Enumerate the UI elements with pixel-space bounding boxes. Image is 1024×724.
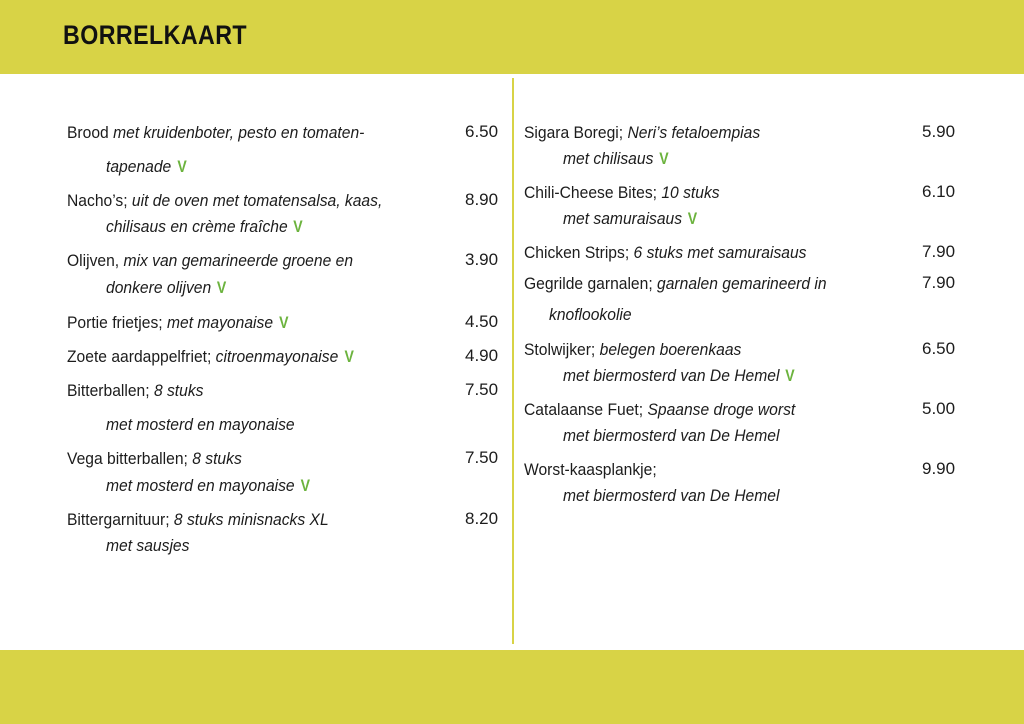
menu-item-description: met biermosterd van De Hemel <box>563 486 780 505</box>
menu-item-price: 7.90 <box>922 242 956 261</box>
menu-item-description: donkere olijven <box>106 278 212 297</box>
menu-item-name: Catalaanse Fuet; <box>524 400 644 419</box>
menu-item-line <box>524 242 831 264</box>
menu-item-line <box>106 414 311 436</box>
menu-item-line <box>524 182 737 204</box>
menu-item-name: Zoete aardappelfriet; <box>67 347 212 366</box>
menu-item-line <box>67 122 390 144</box>
menu-item-price: 7.90 <box>922 273 956 292</box>
menu-item-name: Stolwijker; <box>524 340 596 359</box>
menu-item-description: garnalen gemarineerd in <box>652 274 827 293</box>
menu-title: BORRELKAART <box>63 20 248 50</box>
vegetarian-icon: V <box>293 217 304 236</box>
menu-item-name: Chili-Cheese Bites; <box>524 183 657 202</box>
menu-item-price: 6.50 <box>922 339 956 358</box>
menu-item-name: Vega bitterballen; <box>67 449 188 468</box>
menu-item-description: Neri’s fetaloempias <box>623 123 761 142</box>
vegetarian-icon: V <box>688 209 698 228</box>
menu-item-price: 6.10 <box>922 182 956 201</box>
menu-item-description: met biermosterd van De Hemel <box>563 426 780 445</box>
menu-item-line <box>67 190 410 212</box>
menu-item-line <box>563 425 798 447</box>
menu-item-price: 5.00 <box>922 399 956 418</box>
menu-item-line <box>524 339 760 361</box>
vegetarian-icon: V <box>279 313 289 332</box>
menu-item-price: 8.20 <box>465 509 499 528</box>
menu-item-description: met sausjes <box>106 536 190 555</box>
menu-item-description: met mosterd en mayonaise <box>106 476 295 495</box>
menu-item-name: Bittergarnituur; <box>67 510 170 529</box>
menu-item-description: met kruidenboter, pesto en tomaten- <box>108 123 365 142</box>
vegetarian-icon: V <box>659 149 669 168</box>
menu-item-description: met biermosterd van De Hemel <box>563 366 780 385</box>
menu-item-name: Olijven, <box>67 251 120 270</box>
menu-item-name: Brood <box>67 123 109 142</box>
menu-item-price: 4.50 <box>465 312 499 331</box>
column-divider <box>512 78 514 644</box>
menu-item-name: Sigara Boregi; <box>524 123 624 142</box>
menu-item-line <box>549 304 639 326</box>
menu-item-description: belegen boerenkaas <box>595 340 742 359</box>
menu-item-price: 7.50 <box>465 380 499 399</box>
vegetarian-icon: V <box>217 278 227 297</box>
menu-item-description: met mosterd en mayonaise <box>106 415 295 434</box>
menu-item-description: chilisaus en crème fraîche <box>106 217 288 236</box>
footer-band <box>0 650 1024 724</box>
menu-item-name: Worst-kaasplankje; <box>524 460 657 479</box>
menu-item-description: 8 stuks minisnacks XL <box>169 510 329 529</box>
menu-item-description: 8 stuks <box>187 449 242 468</box>
menu-item-description: met mayonaise <box>162 313 274 332</box>
menu-item-description: Spaanse droge worst <box>643 400 796 419</box>
menu-item-price: 9.90 <box>922 459 956 478</box>
menu-item-name: Portie frietjes; <box>67 313 163 332</box>
menu-item-line <box>106 535 197 557</box>
menu-item-line <box>524 122 781 144</box>
menu-item-line <box>67 312 308 334</box>
menu-item-description: citroenmayonaise <box>211 347 339 366</box>
menu-item-price: 6.50 <box>465 122 499 141</box>
menu-item-price: 5.90 <box>922 122 956 141</box>
vegetarian-icon: V <box>785 366 795 385</box>
menu-item-line <box>563 148 679 170</box>
menu-item-line <box>563 485 798 507</box>
menu-item-name: Chicken Strips; <box>524 243 630 262</box>
vegetarian-icon: V <box>177 157 187 176</box>
menu-item-name: Bitterballen; <box>67 381 150 400</box>
menu-item-line <box>524 273 853 295</box>
menu-item-price: 3.90 <box>465 250 499 269</box>
menu-item-price: 4.90 <box>465 346 499 365</box>
menu-item-line <box>67 346 379 368</box>
menu-item-line <box>524 459 668 481</box>
menu-item-description: uit de oven met tomatensalsa, kaas, <box>127 191 383 210</box>
menu-item-description: knoflookolie <box>549 305 632 324</box>
menu-item-name: Gegrilde garnalen; <box>524 274 653 293</box>
menu-item-line <box>563 208 710 230</box>
menu-item-line <box>106 277 238 299</box>
menu-item-line <box>67 448 257 470</box>
menu-item-line <box>106 156 194 178</box>
menu-item-line <box>67 250 378 272</box>
menu-item-price: 8.90 <box>465 190 499 209</box>
menu-item-line <box>67 380 215 402</box>
menu-item-description: tapenade <box>106 157 172 176</box>
header-band <box>0 0 1024 74</box>
vegetarian-icon: V <box>344 347 354 366</box>
menu-item-description: met chilisaus <box>563 149 654 168</box>
menu-item-line <box>67 509 351 531</box>
menu-item-line <box>563 365 816 387</box>
vegetarian-icon: V <box>300 476 311 495</box>
menu-item-line <box>106 216 321 238</box>
menu-item-name: Nacho’s; <box>67 191 128 210</box>
menu-item-line <box>106 475 328 497</box>
menu-item-description: mix van gemarineerde groene en <box>119 251 354 270</box>
menu-item-line <box>524 399 819 421</box>
menu-item-price: 7.50 <box>465 448 499 467</box>
menu-item-description: met samuraisaus <box>563 209 683 228</box>
menu-item-description: 6 stuks met samuraisaus <box>629 243 807 262</box>
menu-item-description: 8 stuks <box>149 381 204 400</box>
menu-item-description: 10 stuks <box>656 183 720 202</box>
